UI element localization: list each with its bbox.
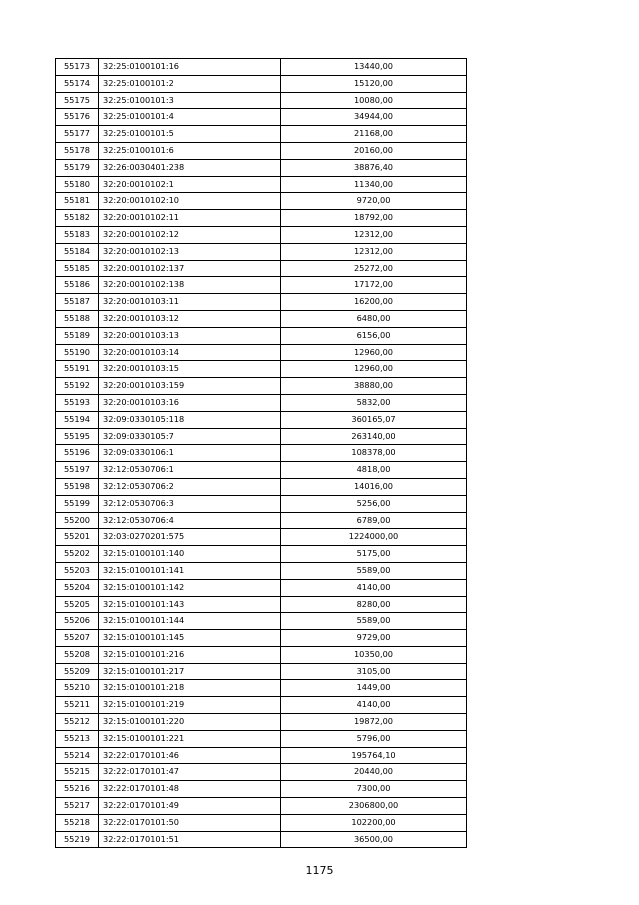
cadastral-value-cell: 9729,00 <box>281 630 467 647</box>
cadastral-value-cell: 25272,00 <box>281 260 467 277</box>
cadastral-number-cell: 32:20:0010102:1 <box>99 176 281 193</box>
cadastral-number-cell: 32:15:0100101:216 <box>99 646 281 663</box>
cadastral-number-cell: 32:20:0010103:15 <box>99 361 281 378</box>
cadastral-number-cell: 32:20:0010103:13 <box>99 327 281 344</box>
cadastral-value-table <box>55 58 467 848</box>
table-row <box>56 445 467 462</box>
table-row <box>56 59 467 76</box>
cadastral-number-cell: 32:12:0530706:4 <box>99 512 281 529</box>
row-number-cell: 55211 <box>56 697 99 714</box>
cadastral-number-cell: 32:22:0170101:47 <box>99 764 281 781</box>
table-row <box>56 814 467 831</box>
cadastral-value-cell: 6789,00 <box>281 512 467 529</box>
table-row <box>56 159 467 176</box>
row-number-cell: 55193 <box>56 394 99 411</box>
table-row <box>56 697 467 714</box>
cadastral-value-cell: 38880,00 <box>281 378 467 395</box>
cadastral-number-cell: 32:12:0530706:3 <box>99 495 281 512</box>
row-number-cell: 55187 <box>56 294 99 311</box>
row-number-cell: 55191 <box>56 361 99 378</box>
row-number-cell: 55206 <box>56 613 99 630</box>
table-row <box>56 126 467 143</box>
row-number-cell: 55208 <box>56 646 99 663</box>
cadastral-value-cell: 2306800,00 <box>281 798 467 815</box>
row-number-cell: 55182 <box>56 210 99 227</box>
cadastral-value-cell: 4140,00 <box>281 697 467 714</box>
table-row <box>56 831 467 848</box>
row-number-cell: 55184 <box>56 243 99 260</box>
row-number-cell: 55199 <box>56 495 99 512</box>
cadastral-number-cell: 32:20:0010103:11 <box>99 294 281 311</box>
table-row <box>56 428 467 445</box>
table-row <box>56 630 467 647</box>
row-number-cell: 55215 <box>56 764 99 781</box>
cadastral-value-cell: 4140,00 <box>281 579 467 596</box>
row-number-cell: 55194 <box>56 411 99 428</box>
cadastral-number-cell: 32:20:0010103:12 <box>99 310 281 327</box>
cadastral-number-cell: 32:26:0030401:238 <box>99 159 281 176</box>
table-row <box>56 142 467 159</box>
cadastral-value-cell: 18792,00 <box>281 210 467 227</box>
table-row <box>56 176 467 193</box>
cadastral-number-cell: 32:15:0100101:220 <box>99 714 281 731</box>
cadastral-value-cell: 5832,00 <box>281 394 467 411</box>
cadastral-value-cell: 15120,00 <box>281 75 467 92</box>
cadastral-number-cell: 32:20:0010103:159 <box>99 378 281 395</box>
row-number-cell: 55200 <box>56 512 99 529</box>
cadastral-number-cell: 32:20:0010102:138 <box>99 277 281 294</box>
row-number-cell: 55210 <box>56 680 99 697</box>
table-body <box>56 59 467 848</box>
cadastral-value-cell: 102200,00 <box>281 814 467 831</box>
cadastral-value-cell: 4818,00 <box>281 462 467 479</box>
cadastral-value-cell: 10080,00 <box>281 92 467 109</box>
cadastral-value-cell: 5256,00 <box>281 495 467 512</box>
table-row <box>56 109 467 126</box>
table-row <box>56 361 467 378</box>
cadastral-value-cell: 12312,00 <box>281 243 467 260</box>
row-number-cell: 55181 <box>56 193 99 210</box>
table-row <box>56 730 467 747</box>
row-number-cell: 55207 <box>56 630 99 647</box>
cadastral-value-cell: 11340,00 <box>281 176 467 193</box>
row-number-cell: 55209 <box>56 663 99 680</box>
cadastral-value-cell: 20160,00 <box>281 142 467 159</box>
row-number-cell: 55195 <box>56 428 99 445</box>
row-number-cell: 55176 <box>56 109 99 126</box>
cadastral-number-cell: 32:20:0010102:137 <box>99 260 281 277</box>
cadastral-value-cell: 7300,00 <box>281 781 467 798</box>
row-number-cell: 55217 <box>56 798 99 815</box>
row-number-cell: 55188 <box>56 310 99 327</box>
cadastral-number-cell: 32:09:0330105:118 <box>99 411 281 428</box>
table-row <box>56 260 467 277</box>
cadastral-value-cell: 108378,00 <box>281 445 467 462</box>
cadastral-number-cell: 32:22:0170101:49 <box>99 798 281 815</box>
row-number-cell: 55216 <box>56 781 99 798</box>
table-row <box>56 714 467 731</box>
table-row <box>56 562 467 579</box>
table-row <box>56 781 467 798</box>
cadastral-number-cell: 32:15:0100101:219 <box>99 697 281 714</box>
cadastral-value-cell: 5796,00 <box>281 730 467 747</box>
table-row <box>56 663 467 680</box>
table-row <box>56 546 467 563</box>
cadastral-value-cell: 34944,00 <box>281 109 467 126</box>
cadastral-value-cell: 6156,00 <box>281 327 467 344</box>
cadastral-number-cell: 32:25:0100101:2 <box>99 75 281 92</box>
cadastral-number-cell: 32:15:0100101:140 <box>99 546 281 563</box>
cadastral-value-cell: 8280,00 <box>281 596 467 613</box>
cadastral-number-cell: 32:20:0010102:11 <box>99 210 281 227</box>
table-row <box>56 243 467 260</box>
row-number-cell: 55179 <box>56 159 99 176</box>
table-row <box>56 277 467 294</box>
table-row <box>56 529 467 546</box>
cadastral-number-cell: 32:15:0100101:145 <box>99 630 281 647</box>
row-number-cell: 55196 <box>56 445 99 462</box>
cadastral-number-cell: 32:12:0530706:1 <box>99 462 281 479</box>
cadastral-value-cell: 6480,00 <box>281 310 467 327</box>
cadastral-value-cell: 195764,10 <box>281 747 467 764</box>
cadastral-number-cell: 32:15:0100101:218 <box>99 680 281 697</box>
table-row <box>56 394 467 411</box>
row-number-cell: 55198 <box>56 478 99 495</box>
table-row <box>56 344 467 361</box>
cadastral-number-cell: 32:15:0100101:217 <box>99 663 281 680</box>
table-row <box>56 294 467 311</box>
cadastral-value-cell: 17172,00 <box>281 277 467 294</box>
cadastral-number-cell: 32:25:0100101:6 <box>99 142 281 159</box>
row-number-cell: 55175 <box>56 92 99 109</box>
cadastral-number-cell: 32:03:0270201:575 <box>99 529 281 546</box>
row-number-cell: 55186 <box>56 277 99 294</box>
table-row <box>56 210 467 227</box>
cadastral-value-cell: 10350,00 <box>281 646 467 663</box>
cadastral-number-cell: 32:09:0330106:1 <box>99 445 281 462</box>
cadastral-number-cell: 32:22:0170101:50 <box>99 814 281 831</box>
cadastral-number-cell: 32:22:0170101:48 <box>99 781 281 798</box>
cadastral-number-cell: 32:15:0100101:142 <box>99 579 281 596</box>
table-row <box>56 327 467 344</box>
cadastral-value-cell: 19872,00 <box>281 714 467 731</box>
table-row <box>56 512 467 529</box>
row-number-cell: 55213 <box>56 730 99 747</box>
cadastral-number-cell: 32:12:0530706:2 <box>99 478 281 495</box>
table-row <box>56 378 467 395</box>
cadastral-value-cell: 1224000,00 <box>281 529 467 546</box>
table-row <box>56 310 467 327</box>
row-number-cell: 55214 <box>56 747 99 764</box>
table-row <box>56 411 467 428</box>
cadastral-value-cell: 36500,00 <box>281 831 467 848</box>
row-number-cell: 55219 <box>56 831 99 848</box>
cadastral-number-cell: 32:25:0100101:3 <box>99 92 281 109</box>
row-number-cell: 55218 <box>56 814 99 831</box>
cadastral-number-cell: 32:25:0100101:4 <box>99 109 281 126</box>
row-number-cell: 55190 <box>56 344 99 361</box>
row-number-cell: 55201 <box>56 529 99 546</box>
cadastral-number-cell: 32:09:0330105:7 <box>99 428 281 445</box>
cadastral-value-cell: 5589,00 <box>281 613 467 630</box>
page-number: 1175 <box>305 864 334 877</box>
cadastral-value-cell: 21168,00 <box>281 126 467 143</box>
cadastral-value-cell: 13440,00 <box>281 59 467 76</box>
row-number-cell: 55212 <box>56 714 99 731</box>
row-number-cell: 55174 <box>56 75 99 92</box>
cadastral-value-cell: 1449,00 <box>281 680 467 697</box>
cadastral-value-cell: 5589,00 <box>281 562 467 579</box>
row-number-cell: 55173 <box>56 59 99 76</box>
row-number-cell: 55202 <box>56 546 99 563</box>
table-row <box>56 75 467 92</box>
cadastral-number-cell: 32:25:0100101:16 <box>99 59 281 76</box>
row-number-cell: 55189 <box>56 327 99 344</box>
table-row <box>56 478 467 495</box>
table-row <box>56 798 467 815</box>
cadastral-value-cell: 38876,40 <box>281 159 467 176</box>
table-row <box>56 193 467 210</box>
row-number-cell: 55205 <box>56 596 99 613</box>
row-number-cell: 55180 <box>56 176 99 193</box>
table-row <box>56 613 467 630</box>
cadastral-number-cell: 32:25:0100101:5 <box>99 126 281 143</box>
cadastral-number-cell: 32:15:0100101:144 <box>99 613 281 630</box>
cadastral-number-cell: 32:22:0170101:46 <box>99 747 281 764</box>
row-number-cell: 55197 <box>56 462 99 479</box>
table-row <box>56 92 467 109</box>
cadastral-value-cell: 14016,00 <box>281 478 467 495</box>
row-number-cell: 55192 <box>56 378 99 395</box>
cadastral-value-cell: 5175,00 <box>281 546 467 563</box>
row-number-cell: 55177 <box>56 126 99 143</box>
cadastral-number-cell: 32:20:0010102:10 <box>99 193 281 210</box>
cadastral-number-cell: 32:20:0010102:12 <box>99 226 281 243</box>
table-row <box>56 579 467 596</box>
cadastral-number-cell: 32:20:0010102:13 <box>99 243 281 260</box>
cadastral-number-cell: 32:20:0010103:16 <box>99 394 281 411</box>
row-number-cell: 55185 <box>56 260 99 277</box>
cadastral-value-cell: 360165,07 <box>281 411 467 428</box>
table-row <box>56 495 467 512</box>
row-number-cell: 55178 <box>56 142 99 159</box>
table-row <box>56 226 467 243</box>
cadastral-value-cell: 263140,00 <box>281 428 467 445</box>
cadastral-number-cell: 32:15:0100101:143 <box>99 596 281 613</box>
cadastral-number-cell: 32:15:0100101:221 <box>99 730 281 747</box>
cadastral-value-cell: 12960,00 <box>281 344 467 361</box>
cadastral-value-cell: 12312,00 <box>281 226 467 243</box>
row-number-cell: 55183 <box>56 226 99 243</box>
cadastral-value-cell: 9720,00 <box>281 193 467 210</box>
cadastral-value-cell: 16200,00 <box>281 294 467 311</box>
cadastral-value-cell: 12960,00 <box>281 361 467 378</box>
table-row <box>56 646 467 663</box>
cadastral-number-cell: 32:15:0100101:141 <box>99 562 281 579</box>
cadastral-number-cell: 32:20:0010103:14 <box>99 344 281 361</box>
table-row <box>56 747 467 764</box>
cadastral-number-cell: 32:22:0170101:51 <box>99 831 281 848</box>
table-row <box>56 680 467 697</box>
row-number-cell: 55204 <box>56 579 99 596</box>
table-row <box>56 764 467 781</box>
row-number-cell: 55203 <box>56 562 99 579</box>
table-row <box>56 596 467 613</box>
table-row <box>56 462 467 479</box>
cadastral-value-cell: 3105,00 <box>281 663 467 680</box>
cadastral-value-cell: 20440,00 <box>281 764 467 781</box>
